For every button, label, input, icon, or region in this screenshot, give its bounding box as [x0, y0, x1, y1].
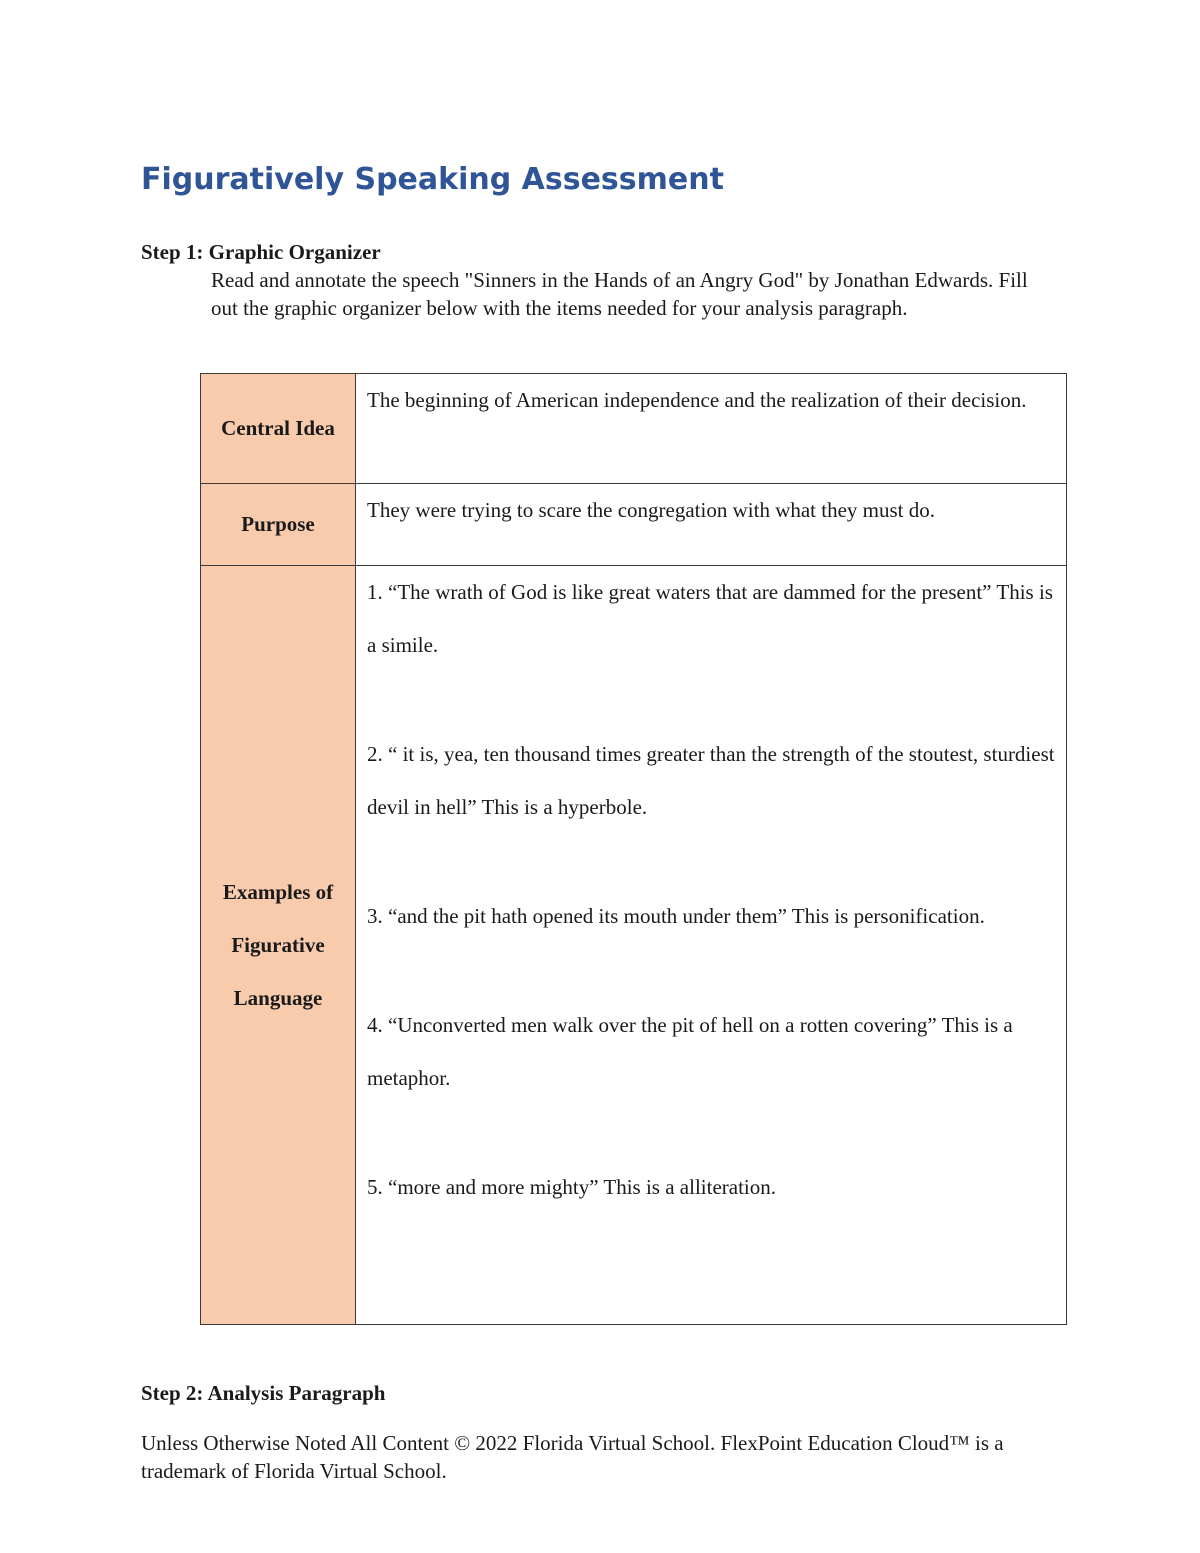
- step1-heading: Step 1: Graphic Organizer: [141, 240, 381, 264]
- purpose-label: Purpose: [201, 484, 356, 566]
- purpose-value: They were trying to scare the congregation with what they must do.: [356, 484, 1067, 566]
- step2-heading: Step 2: Analysis Paragraph: [141, 1381, 386, 1405]
- examples-label-line: Examples of: [222, 879, 334, 904]
- table-row-purpose: [201, 484, 1067, 566]
- examples-label-line: Figurative: [231, 932, 325, 957]
- examples-label-line: Language: [233, 985, 323, 1010]
- table-row-examples: [201, 566, 1067, 1325]
- copyright-footer: Unless Otherwise Noted All Content © 2022 Florida Virtual School. FlexPoint Education Cloud™ is a trademark of Florida Virtual School.: [141, 1431, 1004, 1483]
- list-item: 4. “Unconverted men walk over the pit of hell on a rotten covering” This is a metaphor.: [367, 1013, 1013, 1090]
- central-idea-value: The beginning of American independence and the realization of their decision.: [356, 374, 1067, 484]
- central-idea-label: Central Idea: [201, 374, 356, 484]
- list-item: 3. “and the pit hath opened its mouth under them” This is personification.: [367, 904, 985, 928]
- page-title: Figuratively Speaking Assessment: [141, 162, 724, 197]
- step1-instructions: Read and annotate the speech "Sinners in the Hands of an Angry God" by Jonathan Edwards. Fill out the graphic organizer below with the items needed for your analysis paragraph.: [211, 268, 1028, 320]
- list-item: 5. “more and more mighty” This is a alliteration.: [367, 1175, 777, 1199]
- table-row-central-idea: [201, 374, 1067, 484]
- examples-label: [201, 566, 356, 1325]
- list-item: 1. “The wrath of God is like great waters that are dammed for the present” This is a simile.: [367, 580, 1053, 657]
- graphic-organizer-table: [200, 373, 1067, 1325]
- list-item: 2. “ it is, yea, ten thousand times greater than the strength of the stoutest, sturdiest devil in hell” This is a hyperbole.: [367, 742, 1055, 819]
- examples-list: [356, 566, 1067, 1325]
